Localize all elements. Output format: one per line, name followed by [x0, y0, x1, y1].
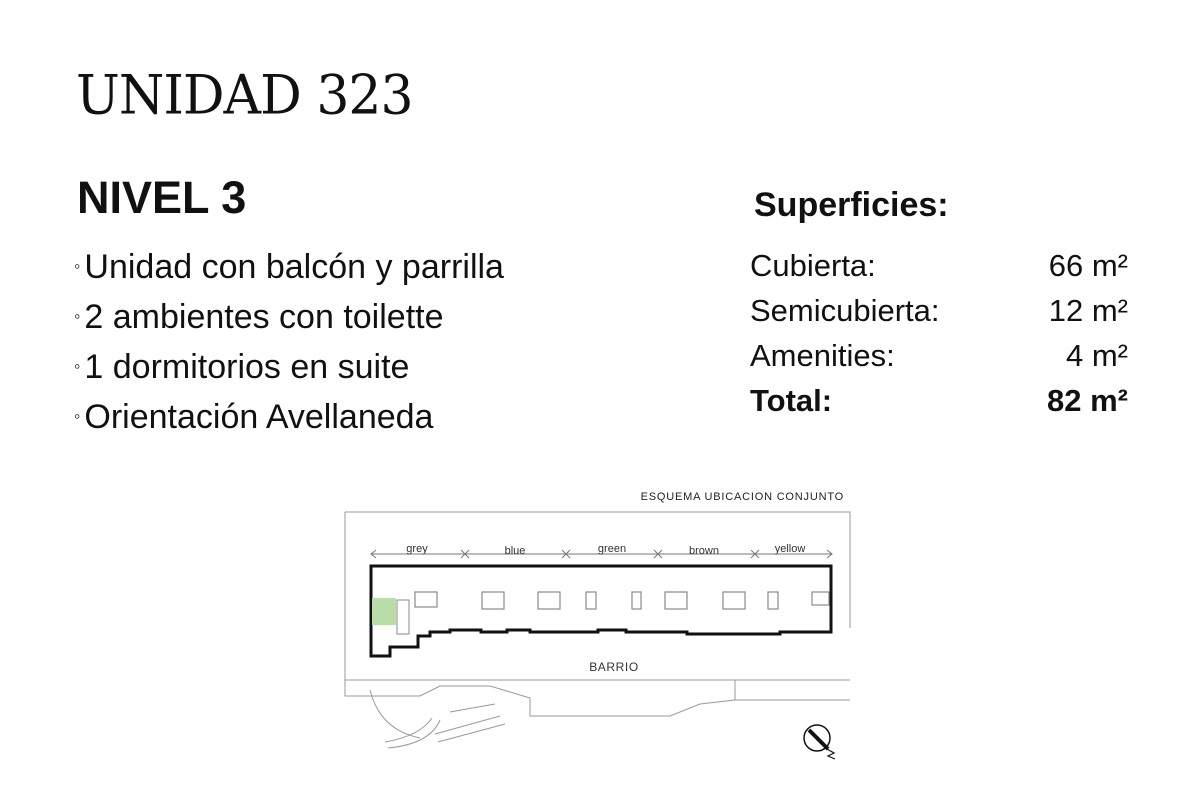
surface-row-semicubierta — [750, 289, 1128, 334]
surfaces-table — [750, 244, 1128, 424]
feature-text: 1 dormitorios en suite — [84, 348, 410, 386]
surface-label: Amenities: — [750, 338, 895, 373]
plan-title: ESQUEMA UBICACION CONJUNTO — [640, 491, 844, 503]
bullet-icon: ◦ — [74, 406, 81, 426]
feature-text: Unidad con balcón y parrilla — [84, 248, 504, 286]
surface-row-total — [750, 379, 1128, 424]
feature-item — [74, 394, 504, 444]
surfaces-title: Superficies: — [754, 186, 949, 224]
bullet-icon: ◦ — [74, 256, 81, 276]
section-label-blue: blue — [504, 545, 526, 557]
site-outline — [345, 512, 850, 628]
bullet-icon: ◦ — [74, 306, 81, 326]
unit-title: UNIDAD 323 — [76, 64, 413, 127]
unit-annex — [397, 600, 409, 634]
site-plan-drawing — [340, 480, 860, 770]
section-label-grey: grey — [406, 543, 428, 555]
feature-item — [74, 344, 504, 394]
surface-value: 12 m² — [1048, 293, 1128, 328]
section-label-green: green — [597, 543, 627, 555]
feature-item — [74, 244, 504, 294]
section-label-brown: brown — [689, 545, 719, 557]
section-label-yellow: yellow — [774, 543, 806, 555]
surface-value: 66 m² — [1048, 248, 1128, 283]
surface-row-amenities — [750, 334, 1128, 379]
surface-row-cubierta — [750, 244, 1128, 289]
feature-text: 2 ambientes con toilette — [84, 298, 444, 336]
north-arrow-icon — [804, 725, 835, 759]
site-plan — [340, 480, 860, 770]
unit-highlight — [372, 598, 396, 625]
surface-label: Cubierta: — [750, 248, 876, 283]
surface-total-value: 82 m² — [1047, 383, 1128, 418]
surface-total-label: Total: — [750, 383, 833, 418]
feature-text: Orientación Avellaneda — [84, 398, 434, 436]
bullet-icon: ◦ — [74, 356, 81, 376]
surrounding-lots — [345, 680, 850, 748]
surface-value: 4 m² — [1066, 338, 1128, 373]
street-label: BARRIO — [589, 660, 639, 674]
feature-item — [74, 294, 504, 344]
surface-label: Semicubierta: — [750, 293, 940, 328]
level-heading: NIVEL 3 — [77, 172, 247, 223]
building-voids — [415, 592, 829, 609]
building-footprint — [371, 566, 831, 656]
feature-list — [74, 244, 504, 444]
